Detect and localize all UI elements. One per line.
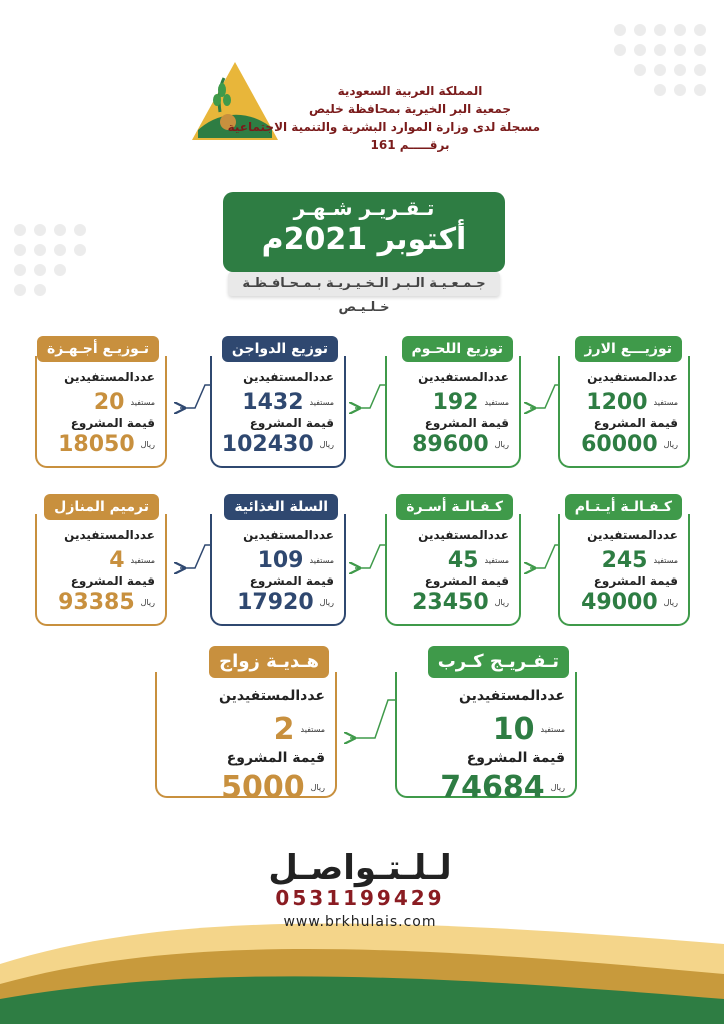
currency-label: ريال bbox=[140, 440, 155, 449]
project-value: 74684 bbox=[440, 770, 545, 805]
card-orphan-sponsorship bbox=[558, 499, 690, 626]
project-value-label: قيمة المشروع bbox=[249, 574, 334, 588]
card-title: توزيع اللحـوم bbox=[402, 336, 513, 362]
beneficiaries-count: 4 bbox=[109, 548, 125, 573]
project-value: 49000 bbox=[581, 590, 658, 615]
beneficiary-unit: مستفيد bbox=[540, 725, 565, 734]
project-value-label: قيمة المشروع bbox=[70, 574, 155, 588]
card-title: توزيـــع الارز bbox=[575, 336, 683, 362]
beneficiaries-count: 20 bbox=[93, 390, 125, 415]
beneficiaries-label: عددالمستفيدين bbox=[64, 528, 155, 542]
card-food-basket bbox=[210, 499, 346, 626]
card-appliances-distribution bbox=[35, 341, 167, 468]
project-value: 102430 bbox=[221, 432, 314, 457]
card-title: كـفـالـة أيـتـام bbox=[565, 494, 682, 520]
beneficiaries-count: 45 bbox=[447, 548, 479, 573]
project-value-label: قيمة المشروع bbox=[226, 750, 325, 766]
report-subtitle: جـمـعـيـة الـبـر الـخـيـريـة بـمـحـافـظـة خـلـيـص bbox=[228, 272, 500, 296]
card-relief-of-distress bbox=[395, 651, 577, 805]
beneficiaries-count: 2 bbox=[273, 712, 295, 747]
project-value: 60000 bbox=[581, 432, 658, 457]
beneficiaries-label: عددالمستفيدين bbox=[418, 370, 509, 384]
currency-label: ريال bbox=[494, 598, 509, 607]
beneficiaries-label: عددالمستفيدين bbox=[243, 370, 334, 384]
organization-logo bbox=[190, 60, 280, 170]
card-meat-distribution bbox=[385, 341, 521, 468]
beneficiaries-label: عددالمستفيدين bbox=[459, 688, 565, 704]
beneficiary-unit: مستفيد bbox=[309, 556, 334, 565]
card-home-restoration bbox=[35, 499, 167, 626]
currency-label: ريال bbox=[140, 598, 155, 607]
beneficiaries-count: 245 bbox=[601, 548, 648, 573]
beneficiaries-label: عددالمستفيدين bbox=[243, 528, 334, 542]
beneficiaries-count: 1432 bbox=[242, 390, 304, 415]
card-family-sponsorship bbox=[385, 499, 521, 626]
project-value: 89600 bbox=[412, 432, 489, 457]
registration-number: برقـــــم 161 bbox=[370, 138, 450, 152]
currency-label: ريال bbox=[663, 598, 678, 607]
project-value: 17920 bbox=[237, 590, 314, 615]
organization-info bbox=[227, 82, 540, 154]
beneficiaries-label: عددالمستفيدين bbox=[219, 688, 325, 704]
project-value-label: قيمة المشروع bbox=[466, 750, 565, 766]
project-value-label: قيمة المشروع bbox=[249, 416, 334, 430]
card-title: السلة الغذائية bbox=[224, 494, 338, 520]
beneficiary-unit: مستفيد bbox=[130, 398, 155, 407]
contact-phone[interactable]: 0531199429 bbox=[275, 886, 445, 910]
project-value-label: قيمة المشروع bbox=[593, 416, 678, 430]
country-name: المملكة العربية السعودية bbox=[337, 84, 483, 98]
currency-label: ريال bbox=[663, 440, 678, 449]
card-title: هـديـة زواج bbox=[209, 646, 329, 678]
beneficiaries-label: عددالمستفيدين bbox=[418, 528, 509, 542]
beneficiary-unit: مستفيد bbox=[130, 556, 155, 565]
contact-heading: لـلـتـواصـل bbox=[268, 848, 452, 888]
card-title: كـفـالـة أسـرة bbox=[396, 494, 513, 520]
card-poultry-distribution bbox=[210, 341, 346, 468]
beneficiary-unit: مستفيد bbox=[300, 725, 325, 734]
contact-website[interactable]: www.brkhulais.com bbox=[283, 914, 437, 930]
report-title-banner bbox=[223, 192, 505, 272]
currency-label: ريال bbox=[494, 440, 509, 449]
card-title: توزيع الدواجن bbox=[222, 336, 338, 362]
beneficiaries-count: 109 bbox=[257, 548, 304, 573]
card-title: تـوزيـع أجـهـزة bbox=[37, 336, 159, 362]
card-wedding-gift bbox=[155, 651, 337, 805]
project-value: 5000 bbox=[221, 770, 305, 805]
project-value-label: قيمة المشروع bbox=[593, 574, 678, 588]
project-value: 23450 bbox=[412, 590, 489, 615]
beneficiaries-count: 10 bbox=[492, 712, 535, 747]
beneficiaries-count: 1200 bbox=[586, 390, 648, 415]
project-value: 93385 bbox=[58, 590, 135, 615]
beneficiary-unit: مستفيد bbox=[653, 398, 678, 407]
project-value: 18050 bbox=[58, 432, 135, 457]
beneficiary-unit: مستفيد bbox=[484, 556, 509, 565]
beneficiary-unit: مستفيد bbox=[309, 398, 334, 407]
contact-section bbox=[250, 848, 470, 930]
beneficiaries-count: 192 bbox=[432, 390, 479, 415]
beneficiaries-label: عددالمستفيدين bbox=[587, 370, 678, 384]
currency-label: ريال bbox=[319, 440, 334, 449]
card-rice-distribution bbox=[558, 341, 690, 468]
header bbox=[180, 60, 540, 170]
beneficiaries-label: عددالمستفيدين bbox=[587, 528, 678, 542]
project-value-label: قيمة المشروع bbox=[70, 416, 155, 430]
project-value-label: قيمة المشروع bbox=[424, 574, 509, 588]
currency-label: ريال bbox=[319, 598, 334, 607]
beneficiaries-label: عددالمستفيدين bbox=[64, 370, 155, 384]
registration-text: مسجلة لدى وزارة الموارد البشرية والتنمية الاجتماعية bbox=[227, 120, 540, 134]
beneficiary-unit: مستفيد bbox=[484, 398, 509, 407]
organization-name: جمعية البر الخيرية بمحافظة خليص bbox=[308, 102, 512, 116]
report-title-month: أكتوبر 2021م bbox=[261, 222, 467, 257]
project-value-label: قيمة المشروع bbox=[424, 416, 509, 430]
card-title: تـفـريـج كـرب bbox=[428, 646, 569, 678]
currency-label: ريال bbox=[310, 783, 325, 792]
report-title-line1: تـقـريـر شـهـر bbox=[293, 196, 435, 220]
beneficiary-unit: مستفيد bbox=[653, 556, 678, 565]
card-title: ترميم المنازل bbox=[44, 494, 159, 520]
currency-label: ريال bbox=[550, 783, 565, 792]
